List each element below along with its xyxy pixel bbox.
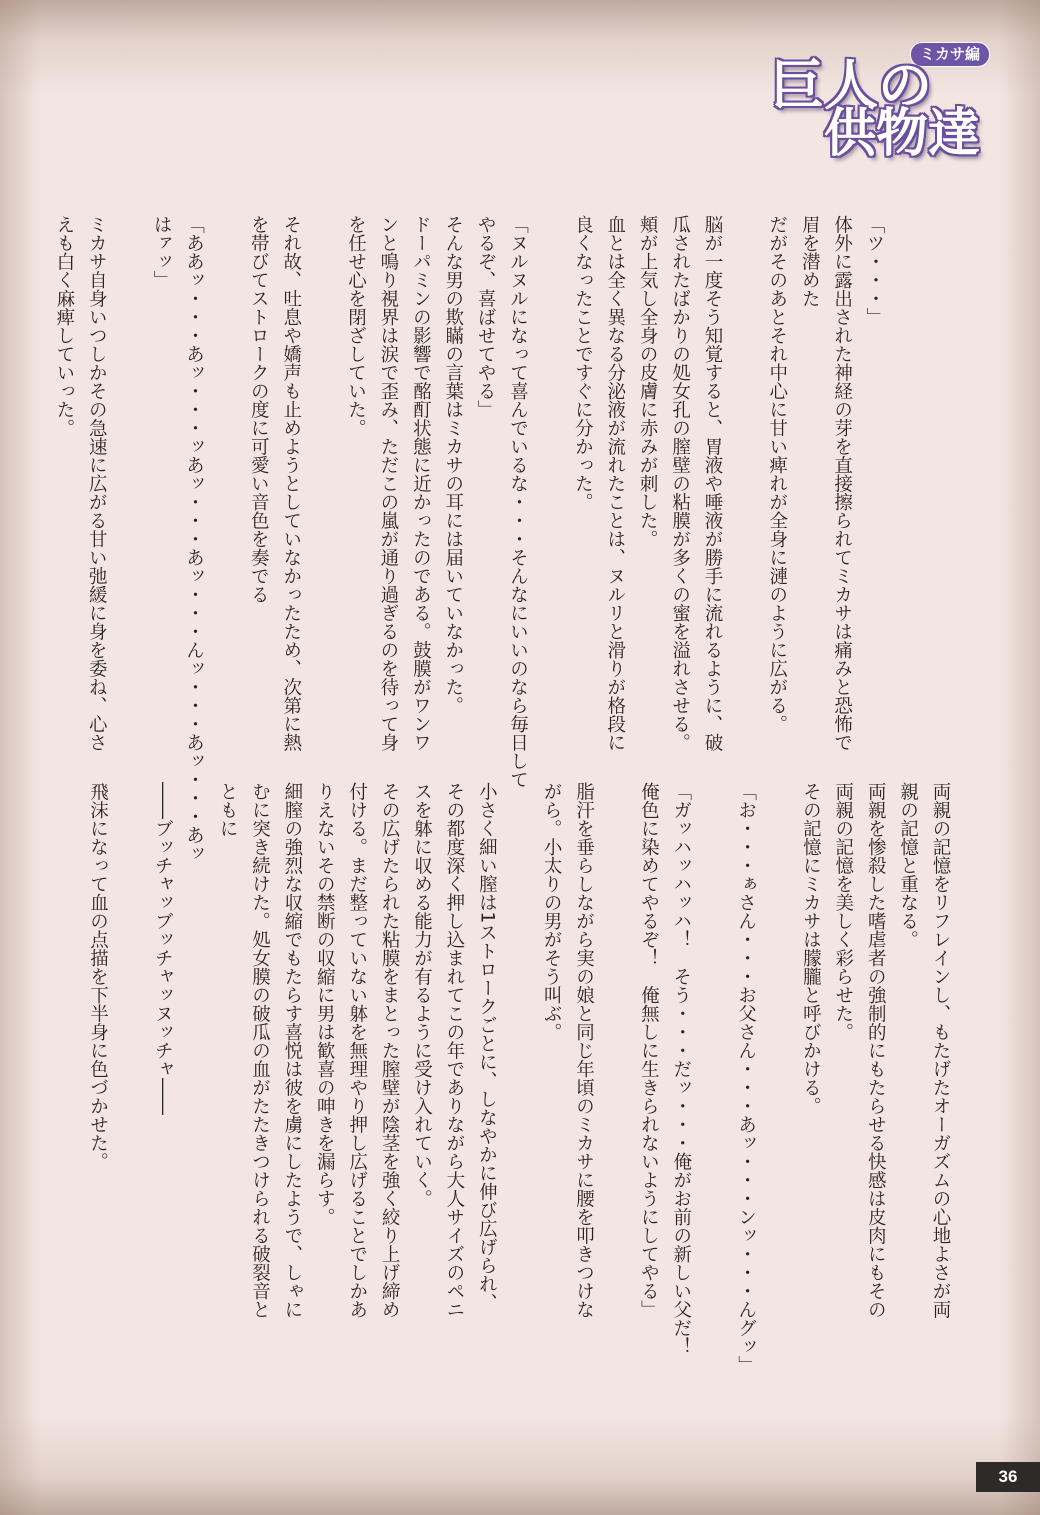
text-line: ともに bbox=[217, 782, 239, 838]
text-line: 飛沫になって血の点描を下半身に色づかせた。 bbox=[87, 782, 109, 1171]
blank-line bbox=[600, 782, 632, 1342]
blank-line bbox=[113, 782, 145, 1342]
text-line: 脂汗を垂らしながら実の娘と同じ年頃のミカサに腰を叩きつけな bbox=[573, 782, 595, 1319]
text-line: りえないその禁断の収縮に男は歓喜の呻きを漏らす。 bbox=[314, 782, 336, 1226]
text-line: ドーパミンの影響で酩酊状態に近かったのである。鼓膜がワンワ bbox=[410, 215, 432, 752]
blank-line bbox=[762, 782, 794, 1342]
text-line: 血とは全く異なる分泌液が流れたことは、ヌルリと滑りが格段に bbox=[604, 215, 626, 752]
series-title bbox=[760, 38, 1000, 168]
chapter-badge: ミカサ編 bbox=[910, 42, 990, 67]
text-line: それ故、吐息や嬌声も止めようとしていなかったため、次第に熱 bbox=[280, 215, 302, 752]
text-line: その記憶にミカサは朦朧と呼びかける。 bbox=[800, 782, 822, 1115]
text-line: スを躰に収める能力が有るように受け入れていく。 bbox=[411, 782, 433, 1208]
blank-line bbox=[728, 215, 760, 775]
text-line: 脳が一度そう知覚すると、胃液や唾液が勝手に流れるように、破 bbox=[701, 215, 723, 752]
title-line-1: 巨人の bbox=[770, 53, 932, 117]
text-line: 「ガッハッハッハ！ そう・・・だッ・・・俺がお前の新しい父だ！ bbox=[670, 782, 692, 1356]
text-line: 良くなったことですぐに分かった。 bbox=[572, 215, 594, 511]
text-line: 「ああッ・・・あッ・・・ッあッ・・・あッ・・・んッ・・・あッ・・・あッ bbox=[183, 215, 205, 863]
blank-line bbox=[209, 215, 241, 775]
text-line: はァッ」 bbox=[151, 215, 173, 289]
text-line: 瓜されたばかりの処女孔の膣壁の粘膜が多くの蜜を溢れさせる。 bbox=[669, 215, 691, 752]
blank-line bbox=[502, 782, 534, 1342]
text-line: を帯びてストロークの度に可愛い音色を奏でる bbox=[248, 215, 270, 604]
text-line: その広げたられた粘膜をまとった膣壁が陰茎を強く絞り上げ締め bbox=[379, 782, 401, 1319]
text-line: ミカサ自身いつしかその急速に広がる甘い弛緩に身を委ね、心さ bbox=[86, 215, 108, 752]
blank-line bbox=[112, 215, 144, 775]
text-line: 小さく細い膣は1ストロークごとに、しなやかに伸び広げられ、 bbox=[476, 782, 498, 1312]
page-number: 36 bbox=[976, 1462, 1040, 1492]
text-line: がら。小太りの男がそう叫ぶ。 bbox=[541, 782, 563, 1041]
text-line: を任せ心を閉ざしていた。 bbox=[345, 215, 367, 437]
text-line: 俺色に染めてやるぞ！ 俺無しに生きられないようにしてやる」 bbox=[638, 782, 660, 1319]
text-line: そんな男の欺瞞の言葉はミカサの耳には届いていなかった。 bbox=[442, 215, 464, 715]
text-line: 頬が上気し全身の皮膚に赤みが刺した。 bbox=[637, 215, 659, 548]
blank-line bbox=[534, 215, 566, 775]
text-line: ンと鳴り視界は涙で歪み、ただこの嵐が通り過ぎるのを待って身 bbox=[377, 215, 399, 752]
text-line: 「ヌルヌルになって喜んでいるな・・・そんなにいいのなら毎日して bbox=[507, 215, 529, 789]
text-line: 体外に露出された神経の芽を直接擦られてミカサは痛みと恐怖で bbox=[831, 215, 853, 752]
text-line: 「お・・・ぁさん・・・お父さん・・・あッ・・・ンッ・・・んグッ」 bbox=[735, 782, 757, 1374]
title-line-2: 供物達 bbox=[824, 103, 981, 164]
lower-text-column bbox=[81, 782, 956, 1374]
blank-line bbox=[307, 215, 339, 775]
text-line: むに突き続けた。処女膜の破瓜の血がたたきつけられる破裂音と bbox=[249, 782, 271, 1319]
text-line: 細膣の強烈な収縮でもたらす喜悦は彼を虜にしたようで、しゃに bbox=[281, 782, 303, 1319]
text-line: ――ブッチャッブッチャッヌッチャ―― bbox=[152, 782, 174, 1115]
text-line: 親の記憶と重なる。 bbox=[897, 782, 919, 949]
text-line: えも白く麻痺していった。 bbox=[53, 215, 75, 437]
text-line: その都度深く押し込まれてこの年でありながら大人サイズのペニ bbox=[443, 782, 465, 1319]
blank-line bbox=[178, 782, 210, 1342]
text-line: 両親の記憶をリフレインし、もたげたオーガズムの心地よさが両 bbox=[930, 782, 951, 1319]
text-line: 両親を惨殺した嗜虐者の強制的にもたらせる快感は皮肉にもその bbox=[865, 782, 887, 1319]
text-line: 「ツ・・・」 bbox=[864, 215, 885, 326]
text-line: だがそのあとそれ中心に甘い痺れが全身に漣のように広がる。 bbox=[766, 215, 788, 733]
text-line: 両親の記憶を美しく彩らせた。 bbox=[832, 782, 854, 1041]
text-line: 眉を潜めた bbox=[799, 215, 821, 308]
text-line: 付ける。まだ整っていない躰を無理やり押し広げることでしかあ bbox=[346, 782, 368, 1319]
blank-line bbox=[697, 782, 729, 1342]
text-line: やるぞ、喜ばせてやる」 bbox=[475, 215, 497, 419]
